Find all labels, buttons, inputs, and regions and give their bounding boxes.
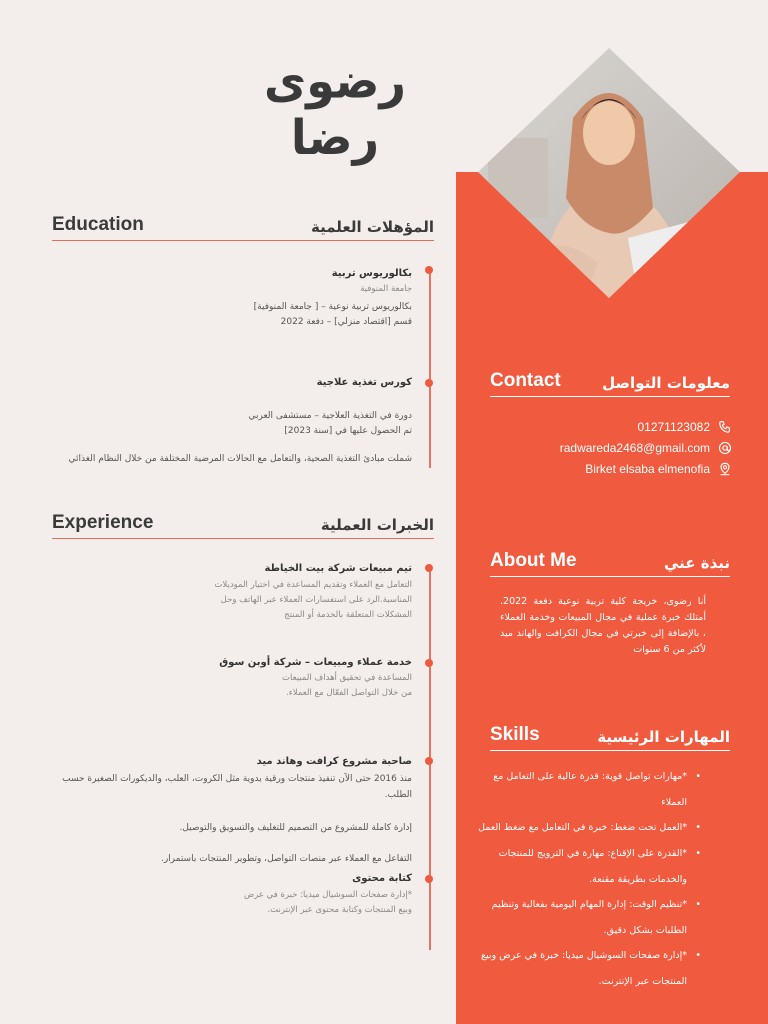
address-text: Birket elsaba elmenofia [585,462,710,476]
contact-title-en: Contact [490,370,561,391]
edu-item-line: بكالوريوس تربية نوعية – [ جامعة المنوفية] [253,302,412,312]
timeline-dot [425,379,433,387]
person-name: رضوى رضا [264,52,406,166]
about-title-en: About Me [490,550,577,571]
phone-number[interactable]: 01271123082 [637,420,710,434]
exp-item-body: التعامل مع العملاء وتقديم المساعدة في اختيار الموديلات المناسبة.الرد على استفسارات العملاء عبر الهاتف وحل المشكلات المتعلقة بالخدمة أو المنتج [214,580,412,620]
edu-item-line: تم الحصول عليها في [سنة 2023] [284,426,412,436]
skills-title-ar: المهارات الرئيسية [597,728,730,746]
contact-phone-row [520,420,732,434]
experience-title-en: Experience [52,512,154,533]
edu-item-line: شملت مبادئ التغذية الصحية، والتعامل مع الحالات المرضية المختلفة من خلال النظام الغذائي [68,454,412,464]
exp-item-title: تيم مبيعات شركة بيت الخياطة [264,563,412,574]
skills-list [475,764,701,995]
experience-title-ar: الخبرات العملية [320,516,434,534]
edu-item-line: قسم [اقتصاد منزلي] – دفعة 2022 [280,317,412,327]
exp-item-line: من خلال التواصل الفعّال مع العملاء. [286,688,412,698]
location-pin-icon [718,462,732,476]
education-header [52,214,434,241]
experience-header [52,512,434,539]
profile-photo [478,48,740,298]
education-timeline [429,268,431,468]
skill-item: • *مهارات تواصل قوية: قدرة عالية على التعامل مع العملاء [475,764,701,815]
at-icon [718,441,732,455]
about-title-ar: نبذة عني [663,554,730,572]
edu-item-title: بكالوريوس تربية [331,268,412,279]
exp-item-line: المساعدة في تحقيق أهداف المبيعات [282,673,412,683]
timeline-dot [425,266,433,274]
edu-item-line: دورة في التغذية العلاجية – مستشفى العربي [248,411,412,421]
edu-item-title: كورس تغذية علاجية [316,377,412,388]
exp-item-title: صاحبة مشروع كرافت وهاند ميد [256,756,412,767]
contact-address-row [520,462,732,476]
contact-title-ar: معلومات التواصل [602,374,730,392]
skills-title-en: Skills [490,724,540,745]
contact-email-row [520,441,732,455]
phone-icon [718,420,732,434]
exp-item-title: خدمة عملاء ومبيعات – شركة أوبن سوق [219,657,412,668]
exp-item-body: *إدارة صفحات السوشيال ميديا: خبرة في عرض وبيع المنتجات وكتابة محتوى عبر الإنترنت. [243,890,412,915]
skill-item: • *القدرة على الإقناع: مهارة في الترويج للمنتجات والخدمات بطريقة مقنعة. [475,841,701,892]
edu-item-subtitle: جامعة المنوفية [360,284,412,294]
timeline-dot [425,757,433,765]
exp-item-line: منذ 2016 حتى الآن تنفيذ منتجات ورقية يدوية مثل الكروت، العلب، والديكورات الصغيرة حسب الطلب. [62,774,412,801]
about-text: أنا رضوى، خريجة كلية تربية نوعية دفعة 2022. أمتلك خبرة عملية في مجال المبيعات وخدمة العملاء ، بالإضافة إلى خبرتي في مجال الكرافت والهاند ميد لأكثر من 6 سنوات [500,596,706,656]
skill-item: • *تنظيم الوقت: إدارة المهام اليومية بفعالية وتنظيم الطلبات بشكل دقيق. [475,892,701,943]
timeline-dot [425,659,433,667]
skills-header [490,724,730,751]
exp-item-line: التفاعل مع العملاء عبر منصات التواصل، وتطوير المنتجات باستمرار. [160,854,412,864]
contact-header [490,370,730,397]
about-header [490,550,730,577]
education-title-en: Education [52,214,144,235]
skill-item: • *العمل تحت ضغط: خبرة في التعامل مع ضغط العمل [475,815,701,841]
timeline-dot [425,564,433,572]
email-address[interactable]: radwareda2468@gmail.com [559,441,710,455]
education-title-ar: المؤهلات العلمية [311,218,434,236]
exp-item-title: كتابة محتوى [352,873,412,884]
skill-item: • *إدارة صفحات السوشيال ميديا: خبرة في عرض وبيع المنتجات عبر الإنترنت. [475,943,701,994]
exp-item-line: إدارة كاملة للمشروع من التصميم للتغليف والتسويق والتوصيل. [179,823,412,833]
timeline-dot [425,875,433,883]
